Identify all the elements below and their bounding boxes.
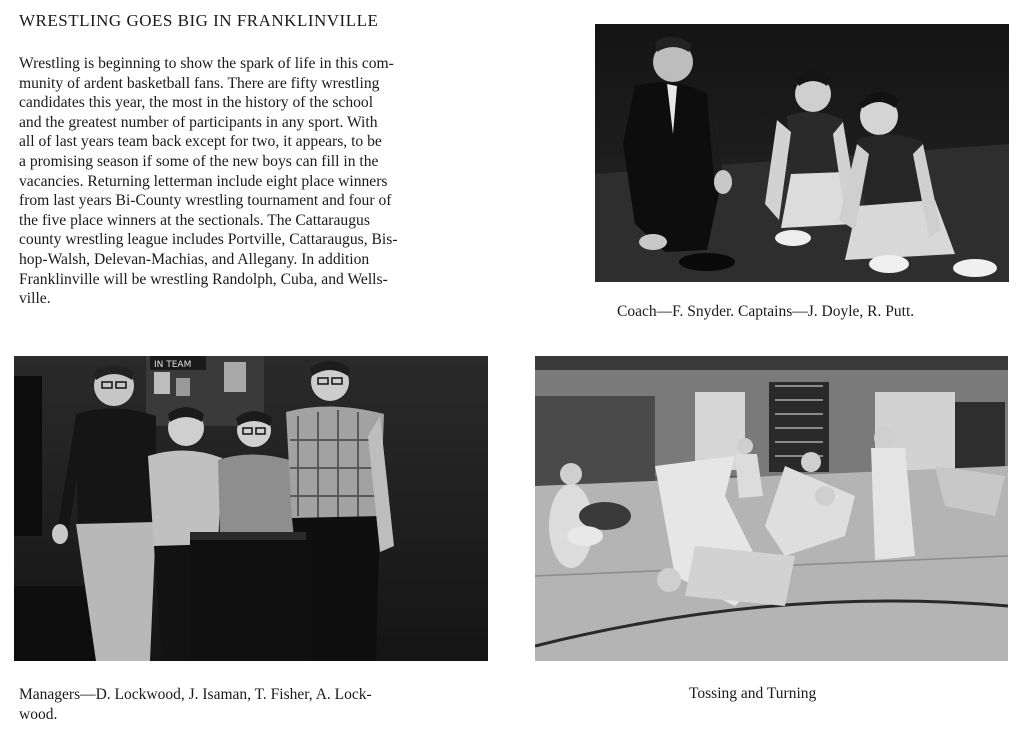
body-line: candidates this year, the most in the history of the school — [19, 94, 374, 112]
practice-photo — [535, 356, 1008, 661]
body-line: county wrestling league includes Portville, Cattaraugus, Bis- — [19, 231, 398, 249]
body-line: munity of ardent basketball fans. There are fifty wrestling — [19, 74, 380, 92]
practice-caption: Tossing and Turning — [689, 685, 817, 702]
coach-captions-caption: Coach—F. Snyder. Captains—J. Doyle, R. Putt. — [617, 303, 915, 320]
body-line: from last years Bi-County wrestling tournament and four of — [19, 192, 392, 210]
body-line: Wrestling is beginning to show the spark of life in this com- — [19, 55, 394, 72]
body-line: Franklinville will be wrestling Randolph, Cuba, and Wells- — [19, 270, 388, 288]
caption-line: Managers—D. Lockwood, J. Isaman, T. Fisher, A. Lock- — [19, 686, 372, 703]
body-line: hop-Walsh, Delevan-Machias, and Allegany. In addition — [19, 250, 370, 268]
body-line: and the greatest number of participants in any sport. With — [19, 113, 378, 131]
body-line: ville. — [19, 290, 51, 308]
body-line: a promising season if some of the new boys can fill in the — [19, 152, 379, 170]
caption-line: wood. — [19, 706, 58, 723]
article-title: WRESTLING GOES BIG IN FRANKLINVILLE — [19, 11, 379, 30]
body-line: vacancies. Returning letterman include eight place winners — [19, 172, 388, 190]
article-body — [19, 54, 497, 309]
sign-text: IN TEAM — [154, 360, 192, 370]
coach-captains-photo — [595, 24, 1009, 282]
body-line: the five place winners at the sectionals. The Cattaraugus — [19, 211, 370, 229]
managers-photo — [14, 356, 488, 661]
body-line: all of last years team back except for two, it appears, to be — [19, 133, 382, 151]
managers-caption — [19, 685, 372, 725]
